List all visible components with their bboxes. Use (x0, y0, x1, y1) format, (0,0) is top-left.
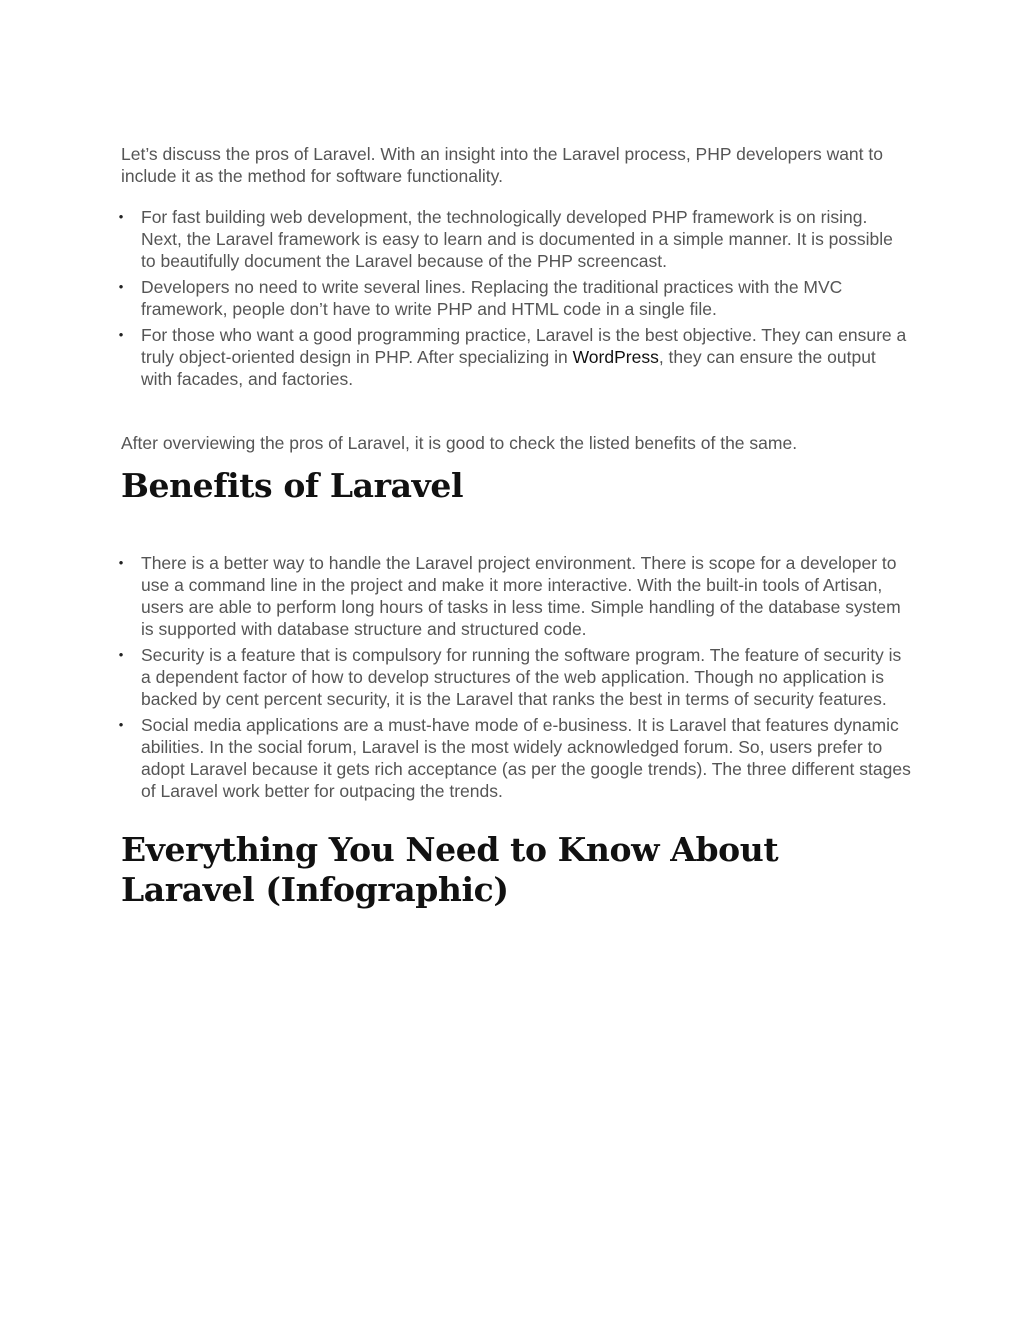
infographic-heading: Everything You Need to Know About Laravel (Infographic) (121, 830, 779, 909)
list-item-text: Developers no need to write several lines. Replacing the traditional practices with the MVC framework, people don’t have to write PHP and HTML code in a single file. (141, 277, 843, 319)
transition-paragraph: After overviewing the pros of Laravel, it is good to check the listed benefits of the same. (121, 433, 798, 453)
bullet-icon: • (118, 209, 124, 224)
bullet-icon: • (118, 717, 124, 732)
list-item (118, 644, 911, 710)
bullet-icon: • (118, 647, 124, 662)
list-item-text-after: , they can ensure the output with facades, and factories. (141, 347, 876, 389)
bullet-icon: • (118, 279, 124, 294)
list-item (118, 206, 911, 272)
pros-list (118, 206, 911, 390)
list-item (118, 552, 911, 640)
bullet-icon: • (118, 327, 124, 342)
list-item (118, 714, 911, 802)
list-item-text: Social media applications are a must-have mode of e-business. It is Laravel that features dynamic abilities. In the social forum, Laravel is the most widely acknowledged forum. So, users prefer to adopt Laravel because it gets rich acceptance (as per the google trends). The three different stages of Laravel work better for outpacing the trends. (141, 715, 911, 801)
list-item-text: For fast building web development, the technologically developed PHP framework is on rising. Next, the Laravel framework is easy to learn and is documented in a simple manner. It is possible to beautifully document the Laravel because of the PHP screencast. (141, 207, 893, 271)
wordpress-link[interactable]: WordPress (572, 347, 659, 367)
list-item-text-before: For those who want a good programming practice, Laravel is the best objective. They can ensure a truly object-oriented design in PHP. After specializing in (141, 325, 907, 367)
document-page (118, 143, 911, 910)
list-item (118, 324, 911, 390)
list-item-text: There is a better way to handle the Laravel project environment. There is scope for a developer to use a command line in the project and make it more interactive. With the built-in tools of Artisan, users are able to perform long hours of tasks in less time. Simple handling of the database system is supported with database structure and structured code. (141, 553, 901, 639)
benefits-list (118, 552, 911, 802)
bullet-icon: • (118, 555, 124, 570)
list-item-text: Security is a feature that is compulsory for running the software program. The feature of security is a dependent factor of how to develop structures of the web application. Though no application is backed by cent percent security, it is the Laravel that ranks the best in terms of security features. (141, 645, 902, 709)
benefits-heading: Benefits of Laravel (121, 466, 464, 505)
list-item (118, 276, 911, 320)
intro-paragraph: Let’s discuss the pros of Laravel. With an insight into the Laravel process, PHP developers want to include it as the method for software functionality. (121, 144, 883, 186)
